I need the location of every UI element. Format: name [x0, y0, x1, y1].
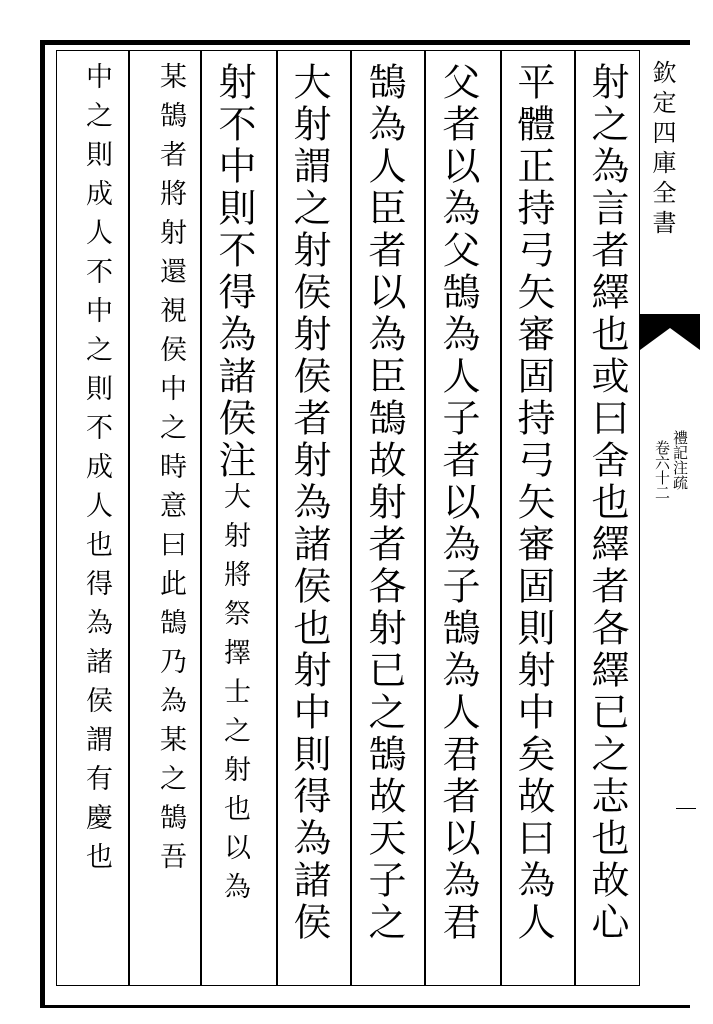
column-rule [424, 50, 426, 986]
text-column-5: 大射謂之射侯射侯者射為諸侯也射中則得為諸侯 [287, 62, 331, 944]
column-rule [350, 50, 352, 986]
text-column-6 [212, 62, 256, 911]
column-rule [200, 50, 202, 986]
column-rule [574, 50, 576, 986]
column-rule [500, 50, 502, 986]
text-column-2: 平體正持弓矢審固持弓矢審固則射中矣故曰為人 [511, 62, 555, 944]
commentary-note: 大射將祭擇士之射也以為 [219, 482, 250, 911]
text-column-4: 鵠為人臣者以為臣鵠故射者各射已之鵠故天子之 [362, 62, 406, 944]
text-column-1: 射之為言者繹也或曰舍也繹者各繹已之志也故心 [585, 62, 629, 944]
commentary-column-8: 中之則成人不中之則不成人也得為諸侯謂有慶也 [81, 62, 112, 881]
fishtail-mark-icon [640, 314, 700, 350]
book-title: 欽定四庫全書 [648, 60, 676, 240]
column-rule [128, 50, 130, 986]
main-text: 射不中則不得為諸侯注 [212, 62, 256, 482]
commentary-column-7: 某鵠者將射還視侯中之時意曰此鵠乃為某之鵠吾 [155, 62, 186, 881]
column-rule [276, 50, 278, 986]
volume-label: 卷六十二 [653, 440, 671, 500]
text-column-3: 父者以為父鵠為人子者以為子鵠為人君者以為君 [436, 62, 480, 944]
margin-tick [676, 808, 696, 809]
work-title: 禮記注疏 [671, 430, 689, 490]
